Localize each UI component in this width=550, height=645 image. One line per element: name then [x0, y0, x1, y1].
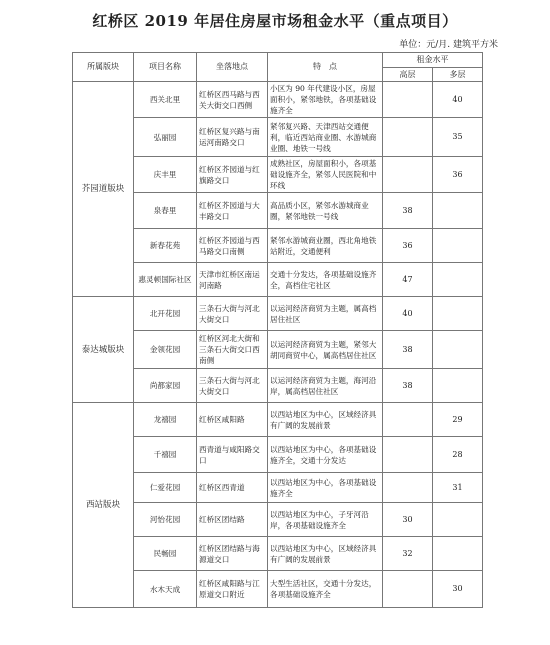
project-name-cell: 民畅园 — [134, 537, 197, 571]
rent-high-cell — [383, 403, 433, 437]
table-row — [73, 403, 483, 437]
rent-multi-cell — [433, 537, 483, 571]
table-row — [73, 263, 483, 297]
rent-high-cell: 38 — [383, 331, 433, 369]
table-row — [73, 157, 483, 193]
rent-multi-cell: 30 — [433, 571, 483, 608]
project-name-cell: 新春花苑 — [134, 229, 197, 263]
project-name-cell: 北开花园 — [134, 297, 197, 331]
rent-high-cell: 38 — [383, 193, 433, 229]
rent-multi-cell — [433, 369, 483, 403]
feature-cell: 大型生活社区，交通十分发达，各项基础设施齐全 — [268, 571, 383, 608]
header-block: 所属版块 — [73, 53, 134, 82]
project-name-cell: 庆丰里 — [134, 157, 197, 193]
table-row — [73, 82, 483, 118]
location-cell: 西青道与咸阳路交口 — [197, 437, 268, 473]
block-cell: 泰达城版块 — [73, 297, 134, 403]
feature-cell: 高品质小区，紧邻水游城商业圈，紧邻地铁一号线 — [268, 193, 383, 229]
location-cell: 三条石大街与河北大街交口 — [197, 369, 268, 403]
feature-cell: 小区为 90 年代建设小区，房屋面积小，紧邻地铁，各项基础设施齐全 — [268, 82, 383, 118]
rent-multi-cell: 36 — [433, 157, 483, 193]
feature-cell: 以西站地区为中心，各项基础设施齐全，交通十分发达 — [268, 437, 383, 473]
location-cell: 天津市红桥区南运河南路 — [197, 263, 268, 297]
feature-cell: 以西站地区为中心，区域经济具有广阔的发展前景 — [268, 537, 383, 571]
table-row — [73, 503, 483, 537]
project-name-cell: 尚都家园 — [134, 369, 197, 403]
table-row — [73, 118, 483, 157]
table-row — [73, 369, 483, 403]
feature-cell: 以西站地区为中心，区域经济具有广阔的发展前景 — [268, 403, 383, 437]
header-multi: 多层 — [433, 67, 483, 82]
location-cell: 红桥区复兴路与南运河南路交口 — [197, 118, 268, 157]
rent-high-cell: 30 — [383, 503, 433, 537]
rent-multi-cell — [433, 503, 483, 537]
project-name-cell: 河怡花园 — [134, 503, 197, 537]
project-name-cell: 仁爱花园 — [134, 473, 197, 503]
rent-high-cell — [383, 82, 433, 118]
project-name-cell: 金领花园 — [134, 331, 197, 369]
page-title: 红桥区 2019 年居住房屋市场租金水平（重点项目） — [92, 12, 458, 30]
table-row — [73, 537, 483, 571]
block-cell: 西站版块 — [73, 403, 134, 608]
rent-multi-cell: 31 — [433, 473, 483, 503]
location-cell: 红桥区咸阳路 — [197, 403, 268, 437]
location-cell: 红桥区芥园道与西马路交口南侧 — [197, 229, 268, 263]
rent-multi-cell: 35 — [433, 118, 483, 157]
rent-multi-cell: 40 — [433, 82, 483, 118]
feature-cell: 以运河经济商贸为主题，属高档居住社区 — [268, 297, 383, 331]
block-cell: 芥园道版块 — [73, 82, 134, 297]
location-cell: 三条石大街与河北大街交口 — [197, 297, 268, 331]
project-name-cell: 惠灵顿国际社区 — [134, 263, 197, 297]
location-cell: 红桥区团结路 — [197, 503, 268, 537]
project-name-cell: 弘丽园 — [134, 118, 197, 157]
rent-high-cell: 36 — [383, 229, 433, 263]
rent-high-cell — [383, 118, 433, 157]
location-cell: 红桥区团结路与海源道交口 — [197, 537, 268, 571]
table-row — [73, 331, 483, 369]
table-body — [73, 82, 483, 608]
unit-note: 单位：元/月. 建筑平方米 — [399, 40, 498, 50]
project-name-cell: 西关北里 — [134, 82, 197, 118]
project-name-cell: 泉春里 — [134, 193, 197, 229]
location-cell: 红桥区西马路与西关大街交口西侧 — [197, 82, 268, 118]
rent-multi-cell — [433, 331, 483, 369]
location-cell: 红桥区芥园道与大丰路交口 — [197, 193, 268, 229]
table-row — [73, 297, 483, 331]
rent-multi-cell — [433, 193, 483, 229]
location-cell: 红桥区西青道 — [197, 473, 268, 503]
rent-multi-cell — [433, 297, 483, 331]
rent-high-cell — [383, 473, 433, 503]
project-name-cell: 千禧园 — [134, 437, 197, 473]
rent-high-cell: 47 — [383, 263, 433, 297]
feature-cell: 交通十分发达，各项基础设施齐全，高档住宅社区 — [268, 263, 383, 297]
header-feature: 特 点 — [268, 53, 383, 82]
table-row — [73, 229, 483, 263]
header-name: 项目名称 — [134, 53, 197, 82]
feature-cell: 紧邻复兴路、天津西站交通便利，临近西站商业圈、水游城商业圈、地铁一号线 — [268, 118, 383, 157]
rent-multi-cell — [433, 229, 483, 263]
header-rent: 租金水平 — [383, 53, 483, 68]
location-cell: 红桥区咸阳路与江原道交口附近 — [197, 571, 268, 608]
rent-multi-cell: 29 — [433, 403, 483, 437]
rent-high-cell: 40 — [383, 297, 433, 331]
table-row — [73, 437, 483, 473]
feature-cell: 紧邻水游城商业圈，西北角地铁站附近，交通便利 — [268, 229, 383, 263]
rent-multi-cell — [433, 263, 483, 297]
table-row — [73, 193, 483, 229]
project-name-cell: 龙禧园 — [134, 403, 197, 437]
rent-high-cell — [383, 437, 433, 473]
rent-high-cell: 38 — [383, 369, 433, 403]
rent-high-cell — [383, 571, 433, 608]
header-location: 坐落地点 — [197, 53, 268, 82]
location-cell: 红桥区河北大街和三条石大街交口西南侧 — [197, 331, 268, 369]
feature-cell: 以运河经济商贸为主题，海河沿岸，属高档居住社区 — [268, 369, 383, 403]
feature-cell: 以西站地区为中心，子牙河沿岸，各项基础设施齐全 — [268, 503, 383, 537]
feature-cell: 成熟社区，房屋面积小，各项基础设施齐全，紧邻人民医院和中环线 — [268, 157, 383, 193]
table-row — [73, 571, 483, 608]
project-name-cell: 水木天成 — [134, 571, 197, 608]
location-cell: 红桥区芥园道与红旗路交口 — [197, 157, 268, 193]
rent-high-cell: 32 — [383, 537, 433, 571]
table-row — [73, 473, 483, 503]
rent-multi-cell: 28 — [433, 437, 483, 473]
feature-cell: 以运河经济商贸为主题，紧邻大胡同商贸中心，属高档居住社区 — [268, 331, 383, 369]
rent-table — [72, 52, 483, 608]
header-high: 高层 — [383, 67, 433, 82]
feature-cell: 以西站地区为中心，各项基础设施齐全 — [268, 473, 383, 503]
rent-high-cell — [383, 157, 433, 193]
